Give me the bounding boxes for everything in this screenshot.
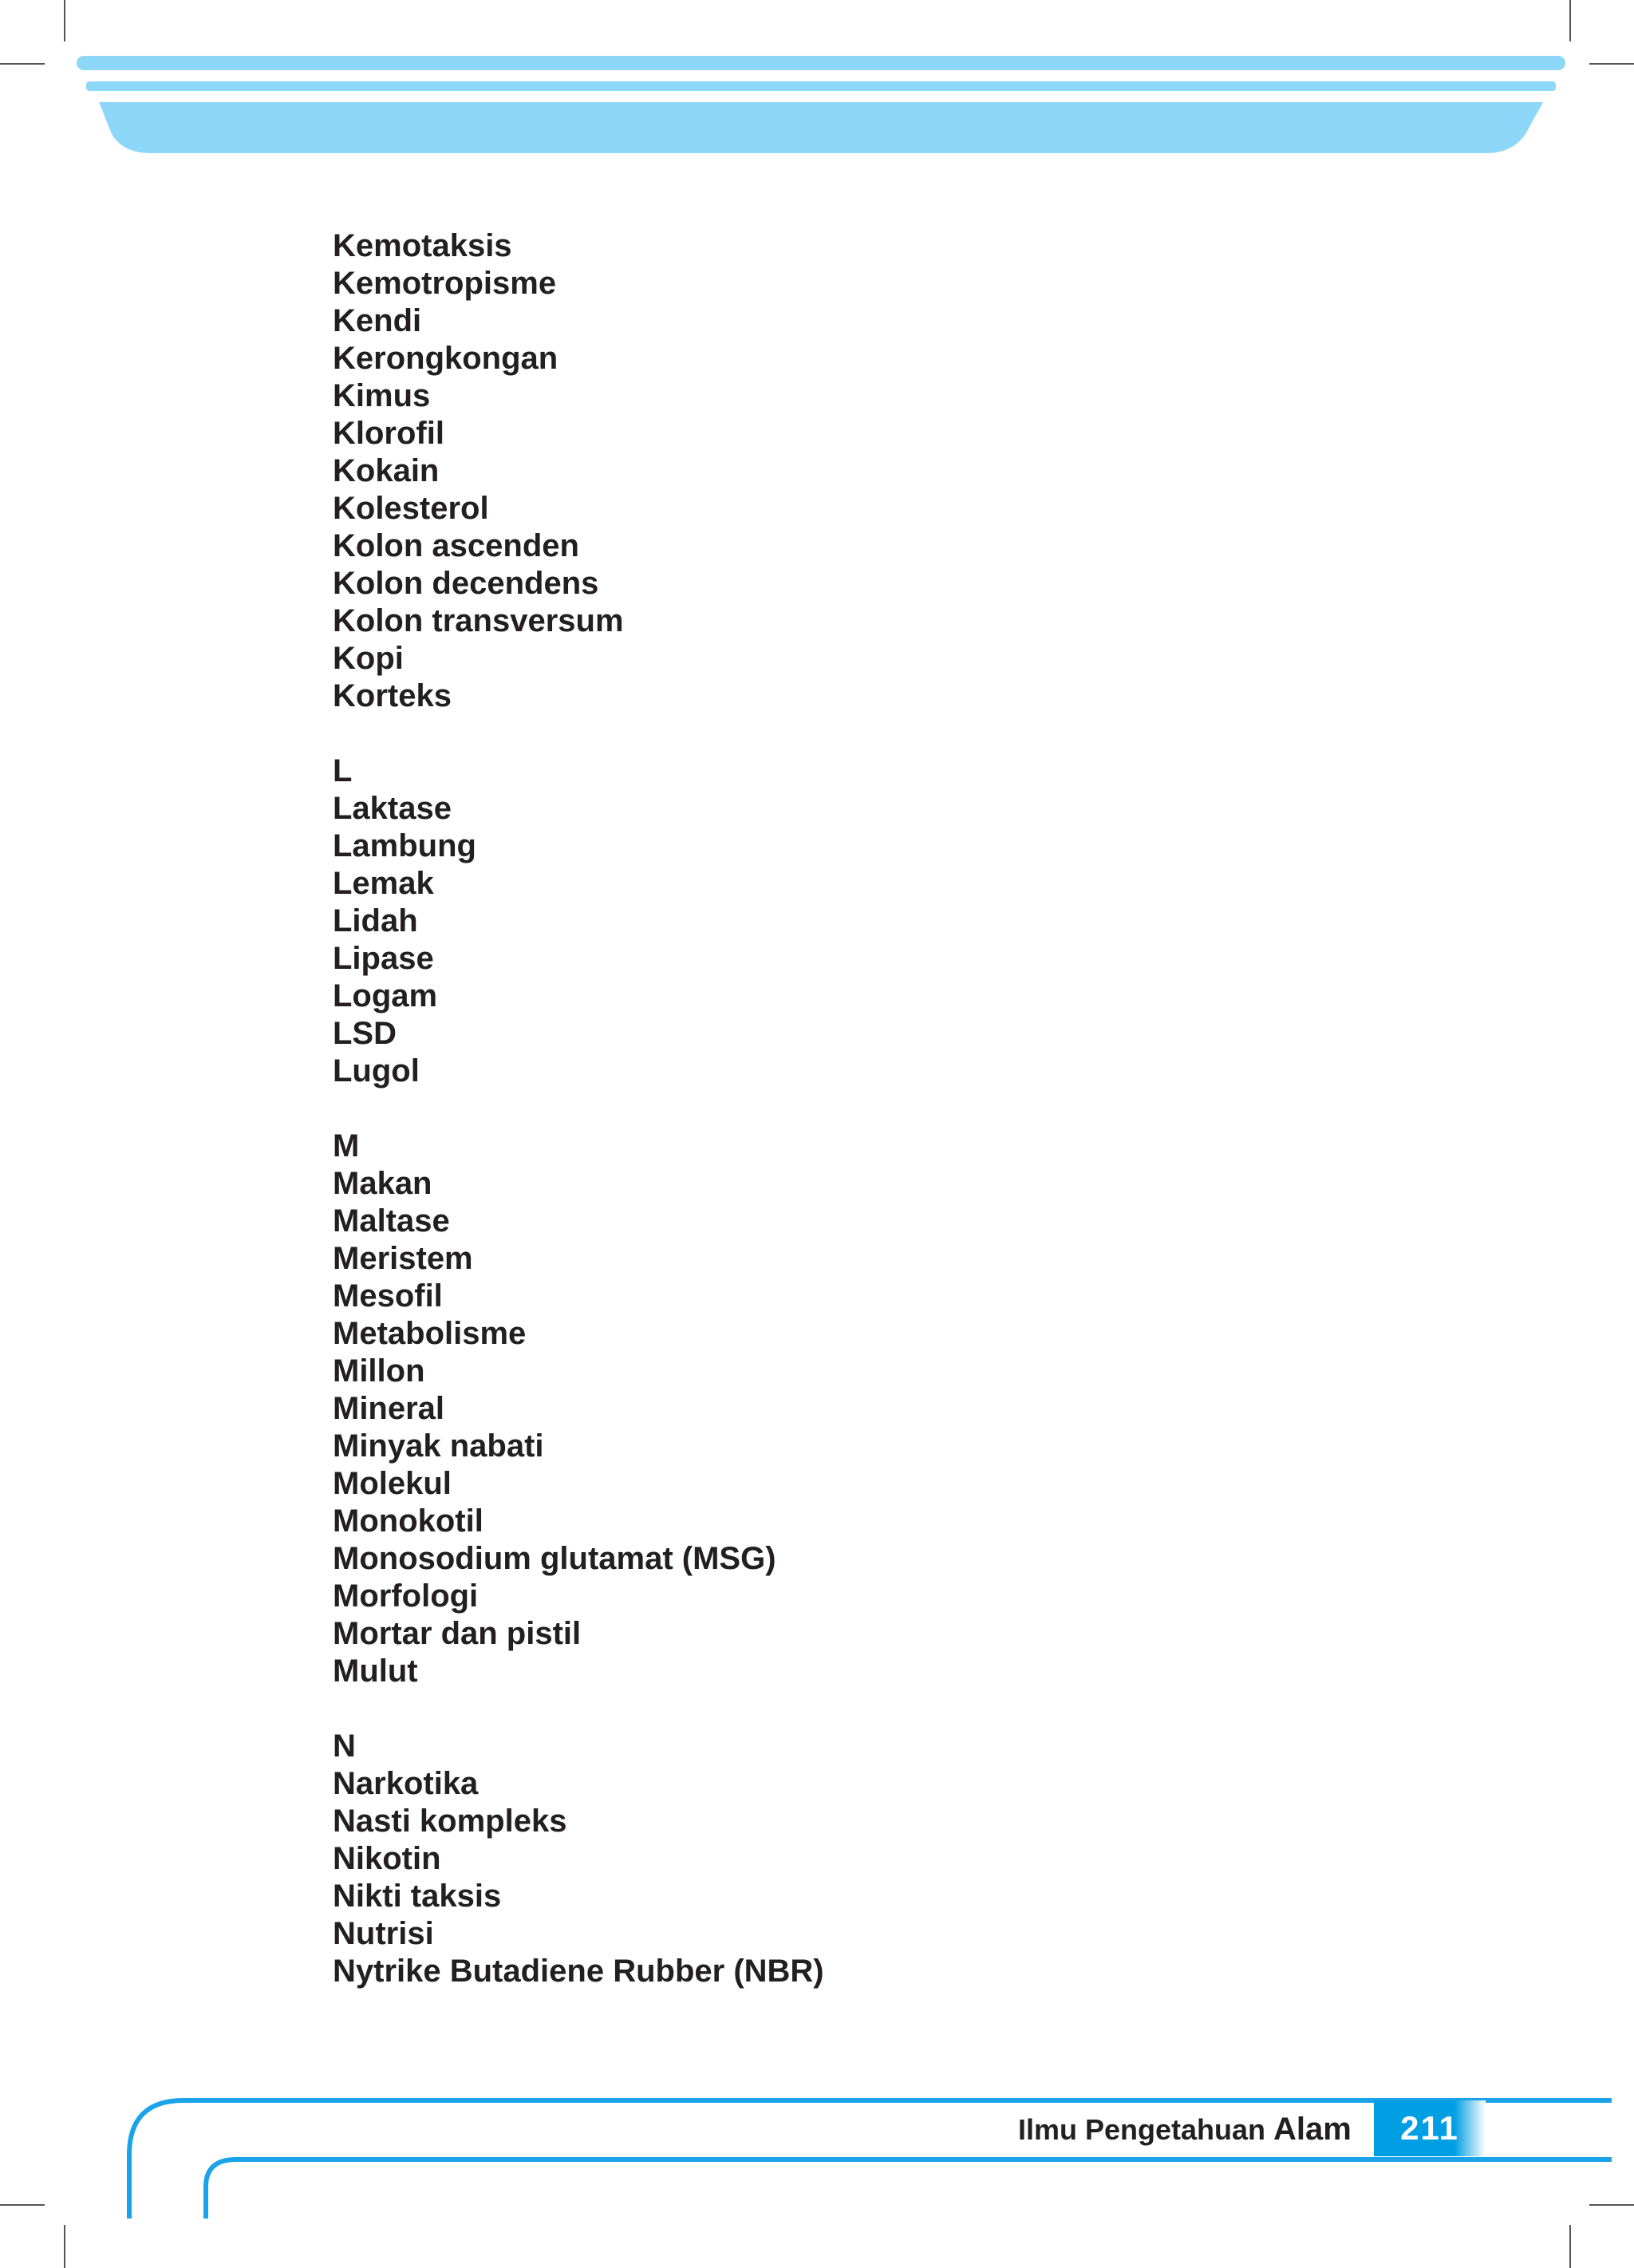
- footer-subject-prefix: Ilmu Pengetahuan: [1018, 2113, 1274, 2146]
- glossary-term: Nikti taksis: [333, 1879, 502, 1914]
- glossary-term: Kemotaksis: [333, 228, 512, 263]
- glossary-term: Lipase: [333, 941, 434, 976]
- glossary-term: LSD: [333, 1016, 397, 1051]
- glossary-group: [333, 753, 1450, 1090]
- glossary-term: Lemak: [333, 866, 434, 901]
- glossary-term: Morfologi: [333, 1579, 479, 1614]
- header-band-main: [99, 102, 1543, 153]
- glossary-term: Narkotika: [333, 1766, 479, 1801]
- glossary-term: Makan: [333, 1166, 432, 1201]
- glossary-term: Korteks: [333, 678, 452, 713]
- glossary-term: Nasti kompleks: [333, 1804, 567, 1839]
- glossary-term: Kopi: [333, 641, 404, 676]
- glossary-term: Kolon decendens: [333, 566, 599, 601]
- glossary-group: [333, 1128, 1450, 1690]
- footer-inner-line: [206, 2159, 1612, 2219]
- glossary-term: Monokotil: [333, 1503, 483, 1539]
- glossary-term: Kolesterol: [333, 491, 489, 526]
- glossary-list: [333, 227, 1450, 2028]
- glossary-term: Mesofil: [333, 1278, 443, 1314]
- glossary-term: Kimus: [333, 378, 431, 413]
- section-letter: M: [333, 1128, 360, 1164]
- glossary-term: Kolon ascenden: [333, 528, 579, 563]
- glossary-term: Laktase: [333, 791, 452, 826]
- header-stripe-top: [77, 56, 1565, 70]
- glossary-term: Nikotin: [333, 1841, 441, 1876]
- glossary-term: Mineral: [333, 1391, 445, 1426]
- footer-subject-emphasis: Alam: [1273, 2112, 1352, 2147]
- glossary-term: Metabolisme: [333, 1316, 527, 1351]
- glossary-term: Lidah: [333, 903, 418, 938]
- glossary-term: Kerongkongan: [333, 341, 558, 376]
- page-number: 211: [1400, 2109, 1459, 2147]
- glossary-term: Maltase: [333, 1203, 450, 1239]
- section-letter: N: [333, 1729, 356, 1764]
- glossary-term: Minyak nabati: [333, 1428, 544, 1464]
- glossary-term: Kolon transversum: [333, 603, 624, 638]
- glossary-group: [333, 1728, 1450, 1990]
- glossary-term: Mulut: [333, 1654, 418, 1689]
- glossary-group: [333, 227, 1450, 715]
- glossary-term: Meristem: [333, 1241, 473, 1276]
- glossary-term: Kendi: [333, 303, 422, 338]
- glossary-term: Monosodium glutamat (MSG): [333, 1541, 776, 1576]
- glossary-term: Molekul: [333, 1466, 452, 1501]
- glossary-term: Logam: [333, 978, 438, 1013]
- header-banner: [0, 0, 1634, 160]
- glossary-term: Kemotropisme: [333, 266, 557, 301]
- header-stripe-middle: [86, 81, 1556, 91]
- section-letter: L: [333, 753, 353, 788]
- glossary-term: Nutrisi: [333, 1916, 434, 1951]
- glossary-term: Nytrike Butadiene Rubber (NBR): [333, 1954, 824, 1989]
- glossary-term: Kokain: [333, 453, 440, 488]
- glossary-term: Mortar dan pistil: [333, 1616, 582, 1651]
- glossary-term: Klorofil: [333, 416, 444, 451]
- footer-subject: [1018, 2110, 1352, 2149]
- glossary-term: Millon: [333, 1353, 425, 1389]
- glossary-term: Lambung: [333, 828, 476, 863]
- glossary-term: Lugol: [333, 1053, 420, 1089]
